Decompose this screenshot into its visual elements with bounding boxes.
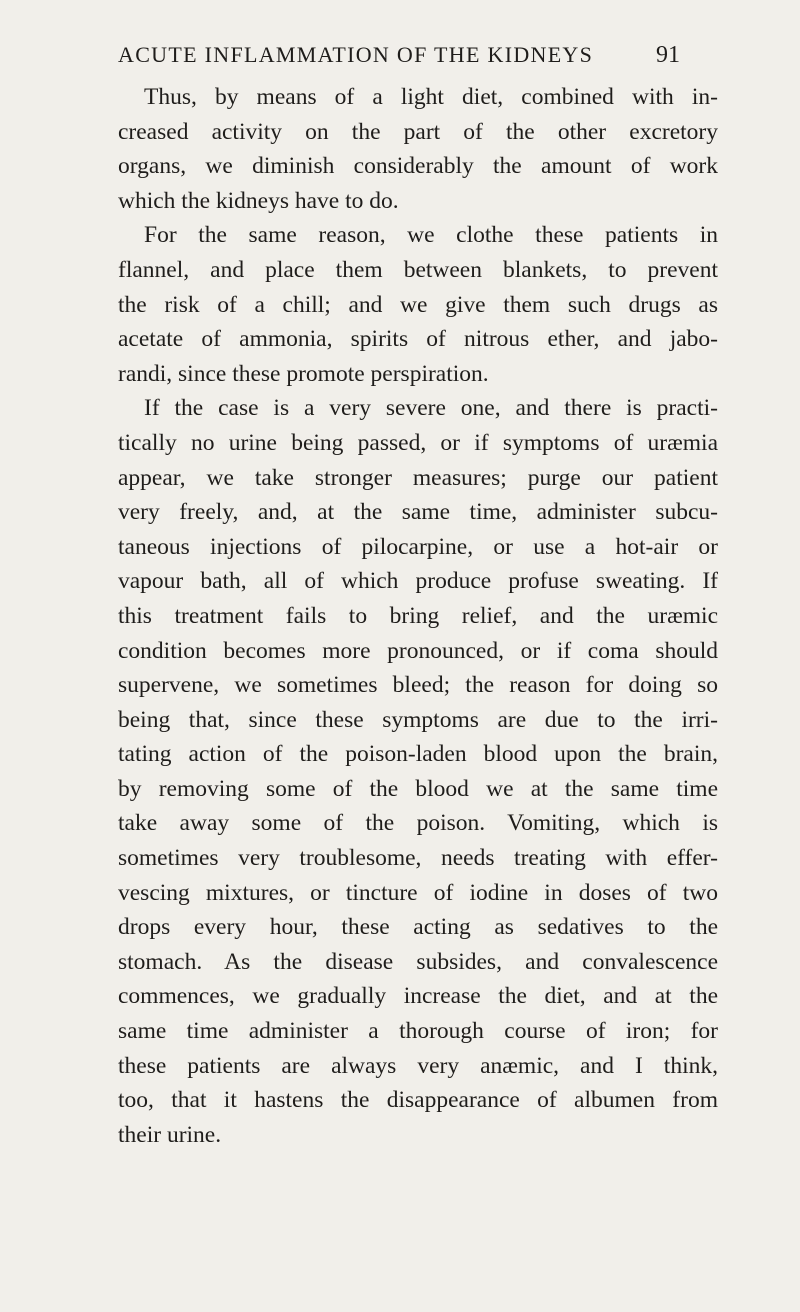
text-line: this treatment fails to bring relief, and the uræmic — [118, 602, 718, 629]
body-text — [118, 80, 718, 1152]
text-line: stomach. As the disease subsides, and convalescence — [118, 948, 718, 975]
text-line: by removing some of the blood we at the same time — [118, 775, 718, 802]
text-line: tating action of the poison-laden blood upon the brain, — [118, 741, 718, 768]
text-line: too, that it hastens the disappearance of albumen from — [118, 1087, 718, 1114]
text-line: these patients are always very anæmic, and I think, — [118, 1052, 718, 1079]
text-line: taneous injections of pilocarpine, or use a hot-air or — [118, 533, 718, 560]
text-line: appear, we take stronger measures; purge our patient — [118, 464, 718, 491]
text-line: creased activity on the part of the other excretory — [118, 118, 718, 145]
text-line: sometimes very troublesome, needs treating with effer- — [118, 845, 718, 872]
running-title: ACUTE INFLAMMATION OF THE KIDNEYS — [118, 42, 594, 67]
page-number: 91 — [656, 42, 680, 68]
text-line: their urine. — [118, 1121, 222, 1148]
text-line: take away some of the poison. Vomiting, which is — [118, 810, 718, 837]
text-line: flannel, and place them between blankets, to prevent — [118, 256, 718, 283]
text-line: randi, since these promote perspiration. — [118, 360, 489, 387]
text-line: organs, we diminish considerably the amount of work — [118, 153, 718, 180]
text-line: the risk of a chill; and we give them such drugs as — [118, 291, 718, 318]
text-line: commences, we gradually increase the diet, and at the — [118, 983, 718, 1010]
text-line: For the same reason, we clothe these patients in — [144, 222, 718, 249]
text-line: very freely, and, at the same time, administer subcu- — [118, 499, 718, 526]
text-line: supervene, we sometimes bleed; the reason for doing so — [118, 672, 718, 699]
text-line: vapour bath, all of which produce profuse sweating. If — [118, 568, 718, 595]
text-line: acetate of ammonia, spirits of nitrous ether, and jabo- — [118, 326, 718, 353]
text-line: If the case is a very severe one, and there is practi- — [144, 395, 718, 422]
text-line: which the kidneys have to do. — [118, 187, 399, 214]
text-line: tically no urine being passed, or if symptoms of uræmia — [118, 429, 718, 456]
text-line: same time administer a thorough course of iron; for — [118, 1018, 718, 1045]
text-line: Thus, by means of a light diet, combined with in- — [144, 84, 718, 110]
text-line: being that, since these symptoms are due to the irri- — [118, 706, 718, 733]
running-head — [118, 42, 678, 82]
text-line: drops every hour, these acting as sedatives to the — [118, 914, 718, 941]
text-line: condition becomes more pronounced, or if coma should — [118, 637, 718, 664]
text-line: vescing mixtures, or tincture of iodine in doses of two — [118, 879, 718, 906]
